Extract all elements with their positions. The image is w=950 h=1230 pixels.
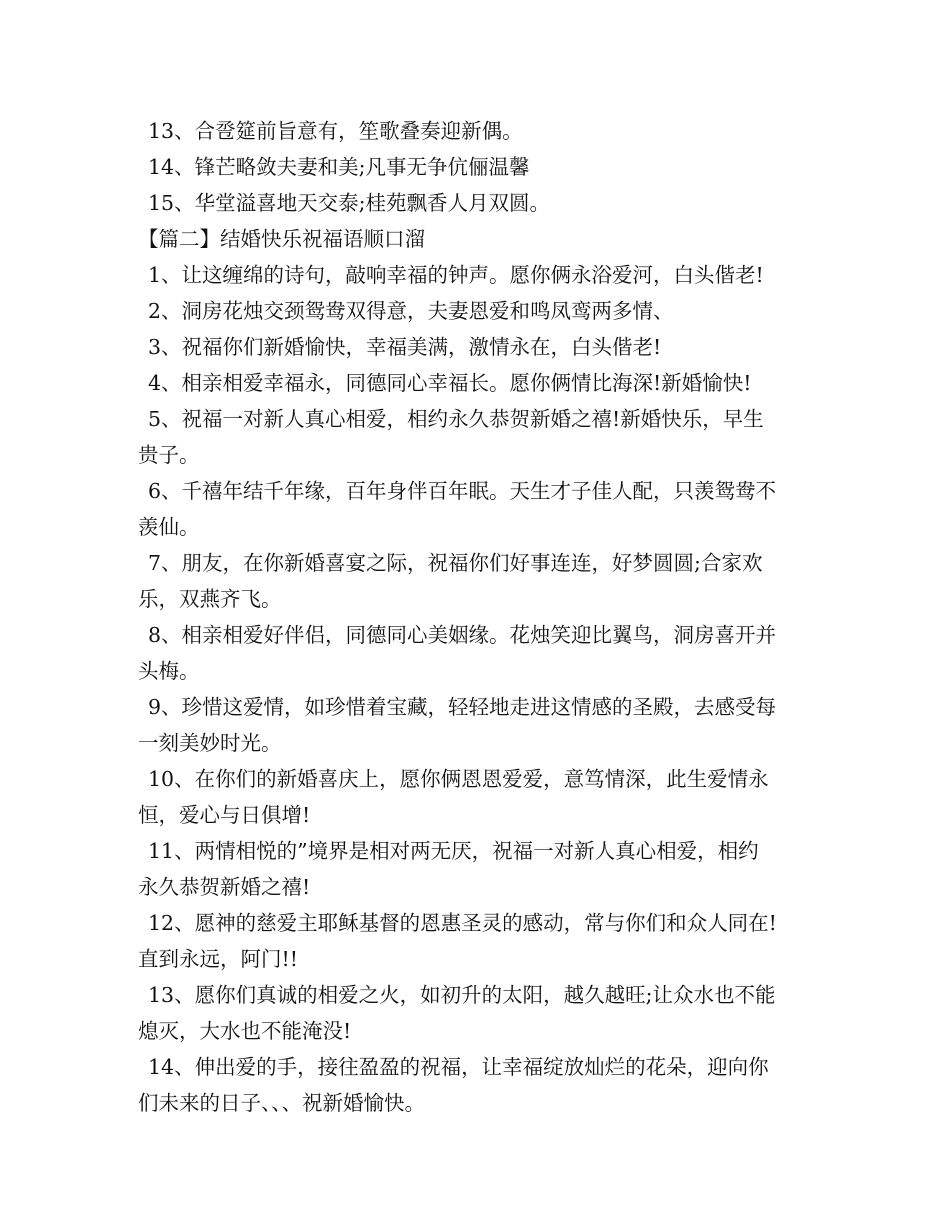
- text-line-continuation: 羡仙。: [138, 515, 200, 539]
- text-line: 3、祝福你们新婚愉快，幸福美满，激情永在，白头偕老!: [148, 335, 662, 359]
- text-line: 1、让这缠绵的诗句，敲响幸福的钟声。愿你俩永浴爱河，白头偕老!: [148, 263, 764, 287]
- section-heading: 【篇二】结婚快乐祝福语顺口溜: [138, 227, 425, 251]
- text-line-continuation: 乐，双燕齐飞。: [138, 587, 282, 611]
- text-line-continuation: 一刻美妙时光。: [138, 731, 282, 755]
- text-line: 10、在你们的新婚喜庆上，愿你俩恩恩爱爱，意笃情深，此生爱情永: [148, 767, 769, 791]
- text-line: 4、相亲相爱幸福永，同德同心幸福长。愿你俩情比海深!新婚愉快!: [148, 371, 752, 395]
- text-line-continuation: 直到永远，阿门!!: [138, 947, 298, 971]
- text-line: 2、洞房花烛交颈鸳鸯双得意，夫妻恩爱和鸣凤鸾两多情、: [148, 299, 674, 323]
- text-line: 14、伸出爱的手，接往盈盈的祝福，让幸福绽放灿烂的花朵，迎向你: [148, 1055, 769, 1079]
- document-body: [138, 113, 818, 1121]
- text-line-continuation: 永久恭贺新婚之禧!: [138, 875, 311, 899]
- text-line: 5、祝福一对新人真心相爱，相约永久恭贺新婚之禧!新婚快乐，早生: [148, 407, 764, 431]
- text-line: 8、相亲相爱好伴侣，同德同心美姻缘。花烛笑迎比翼鸟，洞房喜开并: [148, 623, 777, 647]
- text-line-continuation: 们未来的日子、、、祝新婚愉快。: [138, 1091, 425, 1115]
- text-line: 13、愿你们真诚的相爱之火，如初升的太阳，越久越旺;让众水也不能: [148, 983, 776, 1007]
- text-line: 9、珍惜这爱情，如珍惜着宝藏，轻轻地走进这情感的圣殿，去感受每: [148, 695, 777, 719]
- text-line-continuation: 熄灭，大水也不能淹没!: [138, 1019, 352, 1043]
- text-line-continuation: 头梅。: [138, 659, 200, 683]
- text-line: 7、朋友，在你新婚喜宴之际，祝福你们好事连连，好梦圆圆;合家欢: [148, 551, 763, 575]
- text-line: 11、两情相悦的”境界是相对两无厌，祝福一对新人真心相爱，相约: [148, 839, 759, 863]
- text-line-continuation: 贵子。: [138, 443, 200, 467]
- text-line-continuation: 恒，爱心与日俱增!: [138, 803, 311, 827]
- text-line: 14、锋芒略敛夫妻和美;凡事无争伉俪温馨: [148, 155, 530, 179]
- text-line: 15、华堂溢喜地天交泰;桂苑飘香人月双圆。: [148, 191, 550, 215]
- text-line: 13、合卺筵前旨意有，笙歌叠奏迎新偶。: [148, 119, 523, 143]
- text-line: 6、千禧年结千年缘，百年身伴百年眠。天生才子佳人配，只羡鸳鸯不: [148, 479, 777, 503]
- text-line: 12、愿神的慈爱主耶稣基督的恩惠圣灵的感动，常与你们和众人同在!: [148, 911, 777, 935]
